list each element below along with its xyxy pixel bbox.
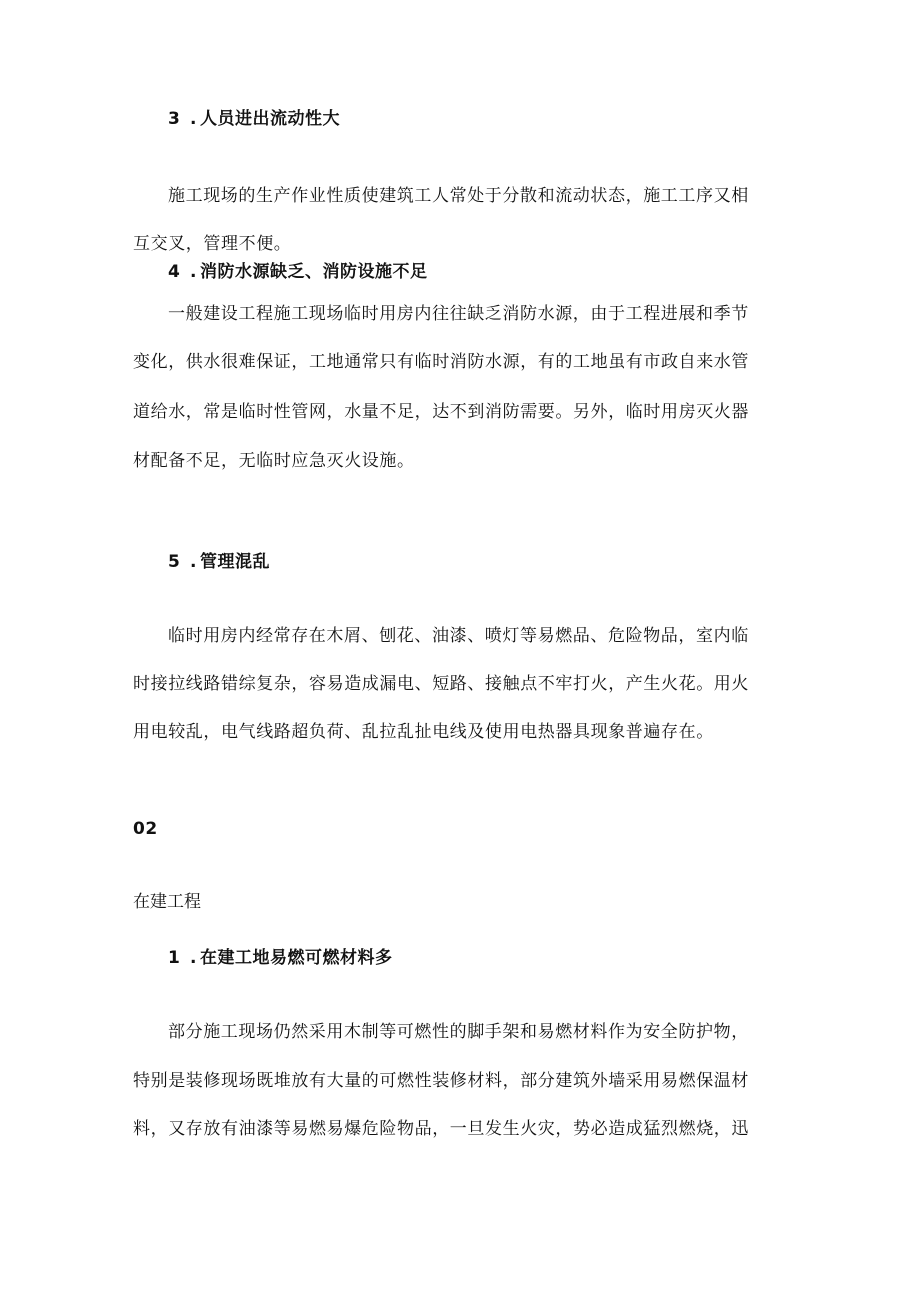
paragraph-line: 料，又存放有油漆等易燃易爆危险物品，一旦发生火灾，势必造成猛烈燃烧，迅 [133,1119,749,1139]
heading-number: 3 [168,109,181,129]
section-heading-5 [168,547,270,572]
paragraph-line: 用电较乱，电气线路超负荷、乱拉乱扯电线及使用电热器具现象普遍存在。 [133,722,714,742]
heading-separator: . [190,109,197,129]
part-title: 在建工程 [133,892,201,912]
paragraph-line: 临时用房内经常存在木屑、刨花、油漆、喷灯等易燃品、危险物品，室内临 [168,626,749,646]
paragraph-line: 特别是装修现场既堆放有大量的可燃性装修材料，部分建筑外墙采用易燃保温材 [133,1071,749,1091]
heading-title: 在建工地易燃可燃材料多 [200,948,393,968]
heading-title: 人员进出流动性大 [200,109,340,129]
heading-separator: . [190,262,197,282]
heading-number: 5 [168,552,181,572]
part-number: 02 [133,819,158,839]
heading-separator: . [190,948,197,968]
heading-number: 1 [168,948,181,968]
heading-number: 4 [168,262,181,282]
section-heading-3 [168,104,340,129]
paragraph-line: 时接拉线路错综复杂，容易造成漏电、短路、接触点不牢打火，产生火花。用火 [133,674,749,694]
paragraph-line: 道给水，常是临时性管网，水量不足，达不到消防需要。另外，临时用房灭火器 [133,402,749,422]
heading-title: 消防水源缺乏、消防设施不足 [200,262,428,282]
paragraph-line: 一般建设工程施工现场临时用房内往往缺乏消防水源，由于工程进展和季节 [168,304,749,324]
heading-title: 管理混乱 [200,552,270,572]
paragraph-line: 变化，供水很难保证，工地通常只有临时消防水源，有的工地虽有市政自来水管 [133,352,749,372]
paragraph-line: 部分施工现场仍然采用木制等可燃性的脚手架和易燃材料作为安全防护物， [168,1022,749,1042]
heading-separator: . [190,552,197,572]
section-heading-1 [168,943,393,968]
paragraph-line: 互交叉，管理不便。 [133,234,292,254]
paragraph-line: 材配备不足，无临时应急灭火设施。 [133,451,415,471]
section-heading-4 [168,257,428,282]
paragraph-line: 施工现场的生产作业性质使建筑工人常处于分散和流动状态，施工工序又相 [168,186,749,206]
